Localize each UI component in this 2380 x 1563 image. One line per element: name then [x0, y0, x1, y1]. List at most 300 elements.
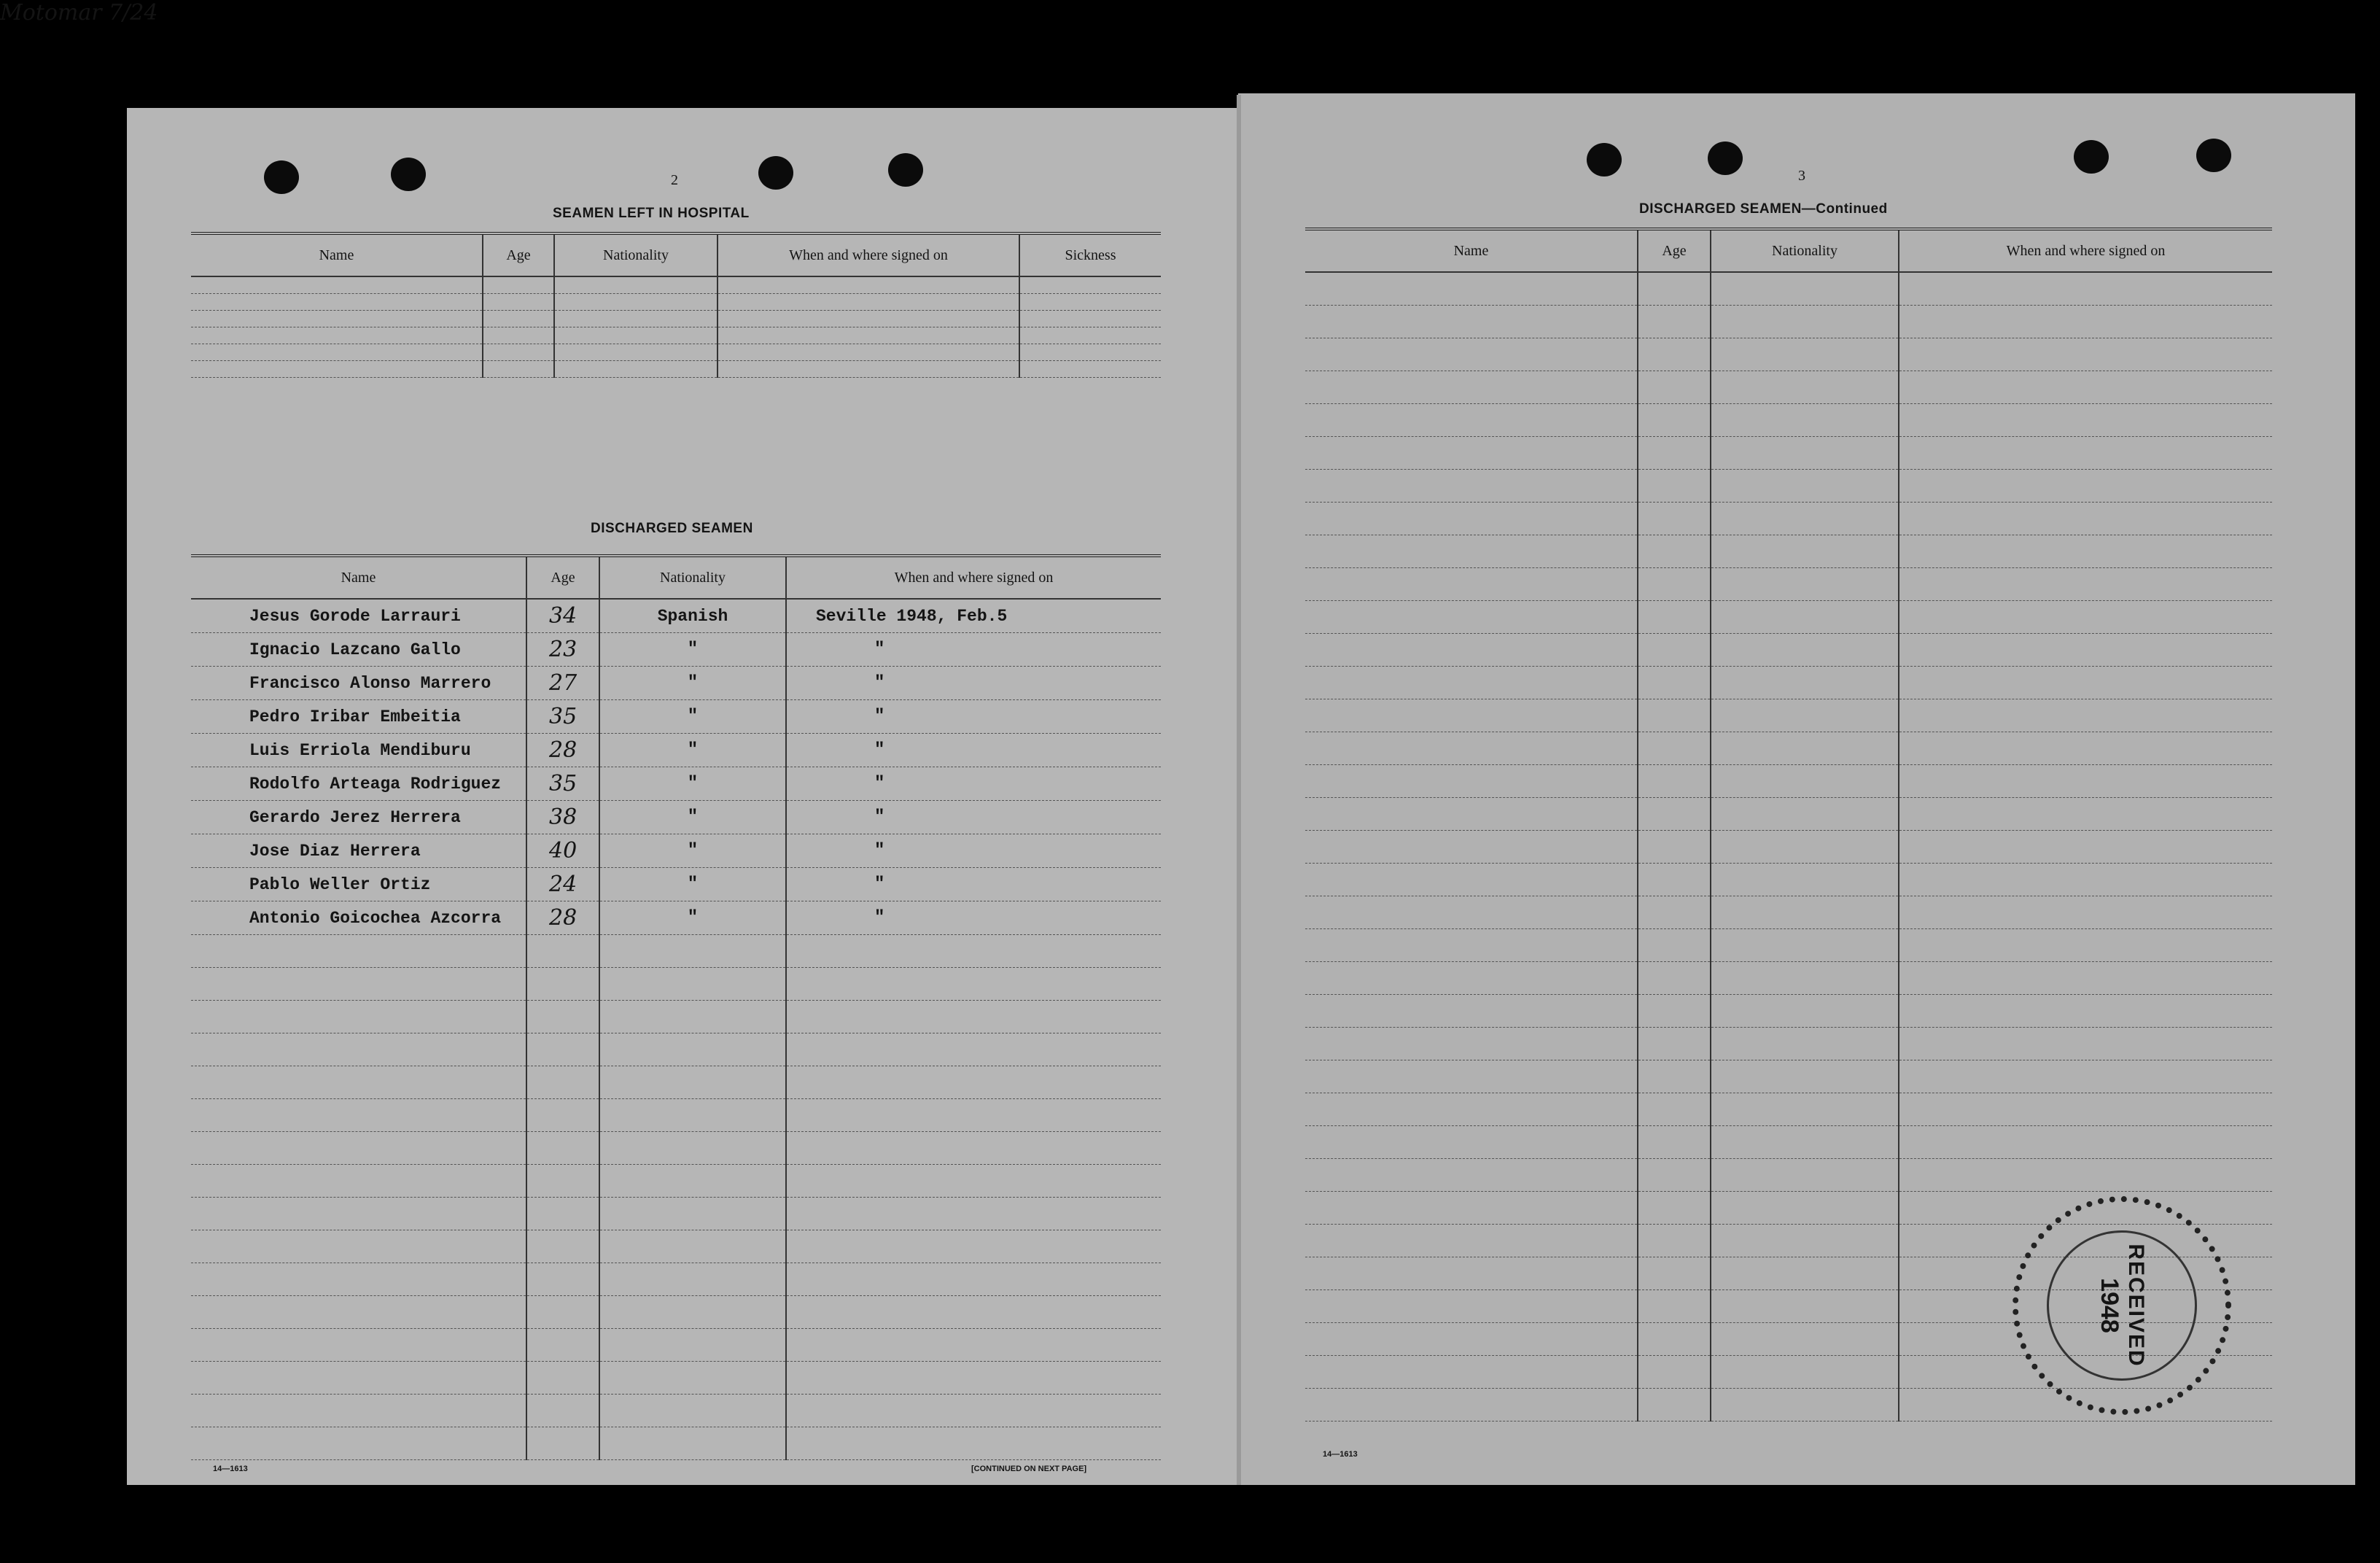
table-row	[1305, 568, 2272, 601]
table-cell	[599, 1230, 786, 1263]
table-cell	[786, 1362, 1161, 1395]
table-cell	[1711, 1323, 1899, 1356]
table-cell	[483, 344, 554, 361]
table-cell	[1638, 1225, 1711, 1257]
table-cell	[1305, 732, 1638, 765]
table-cell	[1711, 929, 1899, 962]
table-row	[191, 1427, 1161, 1460]
section-title-discharged-continued: DISCHARGED SEAMEN—Continued	[1639, 201, 1888, 217]
table-cell	[718, 276, 1019, 294]
table-cell	[191, 276, 483, 294]
table-cell	[1711, 732, 1899, 765]
table-cell	[526, 700, 599, 734]
cell-age: 34	[549, 603, 578, 629]
cell-nationality: "	[687, 673, 699, 693]
cell-name: Luis Erriola Mendiburu	[249, 740, 471, 760]
table-cell	[1019, 361, 1161, 378]
table-row	[1305, 272, 2272, 306]
column-header: Sickness	[1019, 233, 1161, 276]
table-cell	[1638, 1192, 1711, 1225]
table-cell	[1638, 1060, 1711, 1093]
column-header: Nationality	[599, 556, 786, 599]
column-header: When and where signed on	[786, 556, 1161, 599]
table-cell	[718, 327, 1019, 344]
table-cell	[1711, 1192, 1899, 1225]
table-cell	[1711, 568, 1899, 601]
table-cell	[1638, 568, 1711, 601]
table-cell	[786, 1329, 1161, 1362]
stamp-text: RECEIVED	[2124, 1244, 2149, 1368]
table-cell	[1305, 765, 1638, 798]
table-cell	[526, 599, 599, 633]
table-cell	[554, 294, 718, 311]
table-cell	[1305, 831, 1638, 864]
table-row	[191, 599, 1161, 633]
table-cell	[1899, 338, 2272, 371]
table-cell	[1711, 765, 1899, 798]
table-cell	[1019, 311, 1161, 327]
table-cell	[191, 1296, 526, 1329]
table-cell	[1638, 962, 1711, 995]
table-row	[1305, 404, 2272, 437]
table-cell	[526, 1001, 599, 1033]
cell-name: Ignacio Lazcano Gallo	[249, 640, 461, 659]
table-cell	[1899, 503, 2272, 535]
table-cell	[786, 1033, 1161, 1066]
table-row	[191, 1033, 1161, 1066]
table-cell	[191, 1099, 526, 1132]
handwritten-note: Motomar 7/24	[0, 0, 158, 26]
table-cell	[1305, 470, 1638, 503]
punch-hole	[391, 158, 426, 191]
table-cell	[191, 868, 526, 901]
table-cell	[1899, 667, 2272, 699]
table-row	[1305, 699, 2272, 732]
table-cell	[786, 734, 1161, 767]
column-header: Name	[191, 233, 483, 276]
table-cell	[599, 1362, 786, 1395]
column-header: Age	[526, 556, 599, 599]
table-row	[191, 801, 1161, 834]
cell-nationality: "	[687, 841, 699, 861]
table-cell	[526, 1099, 599, 1132]
table-cell	[1638, 371, 1711, 404]
table-cell	[1638, 470, 1711, 503]
table-row	[191, 1099, 1161, 1132]
table-cell	[191, 327, 483, 344]
table-cell	[1305, 634, 1638, 667]
table-cell	[526, 734, 599, 767]
table-cell	[1305, 1323, 1638, 1356]
table-cell	[1711, 1126, 1899, 1159]
table-cell	[526, 1198, 599, 1230]
punch-hole	[2196, 139, 2231, 172]
table-cell	[1638, 1356, 1711, 1389]
table-cell	[786, 1165, 1161, 1198]
table-cell	[1638, 338, 1711, 371]
table-row	[1305, 634, 2272, 667]
table-cell	[483, 327, 554, 344]
table-cell	[1899, 732, 2272, 765]
table-cell	[1899, 765, 2272, 798]
table-cell	[191, 1395, 526, 1427]
table-cell	[786, 1395, 1161, 1427]
table-cell	[191, 1066, 526, 1099]
cell-signed-on: "	[874, 874, 885, 894]
table-cell	[1711, 1356, 1899, 1389]
table-cell	[786, 599, 1161, 633]
table-row	[1305, 864, 2272, 896]
table-cell	[191, 667, 526, 700]
table-row	[191, 633, 1161, 667]
table-row	[191, 667, 1161, 700]
table-cell	[786, 1427, 1161, 1460]
table-row	[191, 294, 1161, 311]
table-cell	[554, 361, 718, 378]
table-cell	[526, 1066, 599, 1099]
cell-name: Rodolfo Arteaga Rodriguez	[249, 774, 502, 794]
cell-age: 40	[549, 838, 578, 864]
table-cell	[1638, 765, 1711, 798]
table-cell	[1899, 272, 2272, 306]
table-cell	[191, 1132, 526, 1165]
table-cell	[786, 667, 1161, 700]
table-row	[1305, 601, 2272, 634]
table-cell	[1711, 1389, 1899, 1422]
table-cell	[191, 801, 526, 834]
table-cell	[1305, 503, 1638, 535]
table-cell	[599, 1165, 786, 1198]
table-cell	[1711, 470, 1899, 503]
table-row	[191, 344, 1161, 361]
table-cell	[1638, 1126, 1711, 1159]
table-row	[191, 1362, 1161, 1395]
table-cell	[526, 1427, 599, 1460]
cell-nationality: "	[687, 707, 699, 726]
table-cell	[1711, 535, 1899, 568]
table-row	[1305, 929, 2272, 962]
table-cell	[1305, 535, 1638, 568]
table-cell	[599, 1001, 786, 1033]
column-header: When and where signed on	[1899, 229, 2272, 272]
table-cell	[599, 767, 786, 801]
table-cell	[599, 599, 786, 633]
table-cell	[1638, 437, 1711, 470]
table-cell	[191, 734, 526, 767]
table-cell	[191, 834, 526, 868]
table-cell	[1711, 995, 1899, 1028]
table-cell	[599, 868, 786, 901]
table-cell	[1638, 699, 1711, 732]
table-cell	[526, 1132, 599, 1165]
table-cell	[1305, 995, 1638, 1028]
table-cell	[1305, 798, 1638, 831]
table-cell	[1899, 306, 2272, 338]
table-cell	[526, 1329, 599, 1362]
cell-age: 27	[549, 670, 578, 696]
table-cell	[526, 935, 599, 968]
table-cell	[1305, 962, 1638, 995]
table-cell	[191, 633, 526, 667]
table-cell	[1638, 1389, 1711, 1422]
table-cell	[1305, 699, 1638, 732]
table-cell	[1899, 601, 2272, 634]
table-cell	[483, 361, 554, 378]
table-cell	[554, 327, 718, 344]
table-cell	[191, 311, 483, 327]
table-cell	[1305, 371, 1638, 404]
table-row	[1305, 1060, 2272, 1093]
table-cell	[599, 734, 786, 767]
table-cell	[1899, 798, 2272, 831]
table-cell	[1019, 276, 1161, 294]
table-row	[191, 1066, 1161, 1099]
table-cell	[191, 1427, 526, 1460]
punch-hole	[1708, 141, 1743, 175]
table-cell	[786, 801, 1161, 834]
table-cell	[786, 1263, 1161, 1296]
column-header: Name	[1305, 229, 1638, 272]
column-header: Age	[483, 233, 554, 276]
table-cell	[1899, 1060, 2272, 1093]
table-cell	[483, 311, 554, 327]
cell-signed-on: "	[874, 908, 885, 928]
table-cell	[1019, 327, 1161, 344]
table-cell	[786, 1132, 1161, 1165]
table-cell	[599, 700, 786, 734]
table-row	[191, 901, 1161, 935]
table-row	[1305, 437, 2272, 470]
table-cell	[483, 276, 554, 294]
table-row	[1305, 765, 2272, 798]
cell-signed-on: "	[874, 673, 885, 693]
cell-signed-on: "	[874, 807, 885, 827]
table-cell	[1711, 1159, 1899, 1192]
table-cell	[1305, 667, 1638, 699]
table-cell	[554, 344, 718, 361]
table-cell	[526, 901, 599, 935]
table-cell	[1305, 929, 1638, 962]
table-row	[191, 361, 1161, 378]
table-row	[191, 276, 1161, 294]
cell-nationality: Spanish	[657, 606, 728, 626]
table-cell	[1305, 437, 1638, 470]
cell-name: Pedro Iribar Embeitia	[249, 707, 461, 726]
table-cell	[1305, 1192, 1638, 1225]
table-cell	[786, 1198, 1161, 1230]
table-cell	[526, 767, 599, 801]
table-row	[1305, 1093, 2272, 1126]
table-cell	[526, 801, 599, 834]
table-row	[1305, 1126, 2272, 1159]
table-cell	[1305, 272, 1638, 306]
table-cell	[1638, 929, 1711, 962]
table-cell	[1899, 535, 2272, 568]
table-cell	[1711, 864, 1899, 896]
table-cell	[786, 901, 1161, 935]
hospital-table	[191, 232, 1161, 378]
form-number: 14—1613	[1323, 1450, 1358, 1459]
table-cell	[191, 901, 526, 935]
table-cell	[786, 935, 1161, 968]
table-cell	[1711, 634, 1899, 667]
table-cell	[554, 311, 718, 327]
table-cell	[1711, 1257, 1899, 1290]
table-cell	[1305, 601, 1638, 634]
table-cell	[526, 667, 599, 700]
table-cell	[191, 361, 483, 378]
table-cell	[599, 1263, 786, 1296]
table-cell	[1711, 1028, 1899, 1060]
table-cell	[786, 1099, 1161, 1132]
table-cell	[786, 834, 1161, 868]
table-row	[191, 1165, 1161, 1198]
punch-hole	[758, 156, 793, 190]
table-cell	[1899, 896, 2272, 929]
table-cell	[786, 1001, 1161, 1033]
table-cell	[1305, 1060, 1638, 1093]
table-cell	[1711, 699, 1899, 732]
table-cell	[718, 311, 1019, 327]
table-cell	[1019, 294, 1161, 311]
table-row	[191, 1230, 1161, 1263]
table-cell	[1305, 306, 1638, 338]
table-row	[191, 1263, 1161, 1296]
table-row	[191, 311, 1161, 327]
table-cell	[526, 834, 599, 868]
punch-hole	[2074, 140, 2109, 174]
table-cell	[786, 700, 1161, 734]
table-cell	[1638, 306, 1711, 338]
cell-nationality: "	[687, 908, 699, 928]
table-cell	[526, 1362, 599, 1395]
table-cell	[1711, 1290, 1899, 1323]
table-cell	[599, 1132, 786, 1165]
table-cell	[1305, 1093, 1638, 1126]
table-cell	[1899, 1126, 2272, 1159]
cell-signed-on: "	[874, 640, 885, 659]
table-cell	[483, 294, 554, 311]
table-row	[191, 700, 1161, 734]
table-cell	[526, 1230, 599, 1263]
table-cell	[191, 1001, 526, 1033]
table-row	[1305, 1159, 2272, 1192]
table-cell	[599, 1395, 786, 1427]
table-cell	[599, 1329, 786, 1362]
table-row	[191, 1132, 1161, 1165]
table-cell	[1899, 404, 2272, 437]
table-cell	[1899, 962, 2272, 995]
table-cell	[191, 344, 483, 361]
table-cell	[599, 801, 786, 834]
table-cell	[1638, 1028, 1711, 1060]
table-cell	[599, 1033, 786, 1066]
cell-nationality: "	[687, 807, 699, 827]
table-cell	[191, 1198, 526, 1230]
table-cell	[1711, 306, 1899, 338]
cell-name: Antonio Goicochea Azcorra	[249, 908, 502, 928]
table-row	[1305, 1028, 2272, 1060]
table-cell	[786, 968, 1161, 1001]
table-cell	[191, 1362, 526, 1395]
table-cell	[1638, 667, 1711, 699]
table-row	[191, 1395, 1161, 1427]
table-cell	[1899, 371, 2272, 404]
table-row	[1305, 798, 2272, 831]
table-row	[1305, 338, 2272, 371]
cell-age: 35	[549, 704, 578, 729]
table-cell	[1305, 338, 1638, 371]
table-cell	[1899, 470, 2272, 503]
table-cell	[1711, 272, 1899, 306]
cell-age: 28	[549, 905, 578, 931]
cell-nationality: "	[687, 774, 699, 794]
table-row	[191, 767, 1161, 801]
table-cell	[191, 700, 526, 734]
table-cell	[1305, 896, 1638, 929]
table-cell	[1638, 864, 1711, 896]
table-cell	[191, 767, 526, 801]
table-cell	[1711, 667, 1899, 699]
table-cell	[1899, 995, 2272, 1028]
table-cell	[1638, 798, 1711, 831]
table-cell	[1638, 995, 1711, 1028]
table-row	[1305, 995, 2272, 1028]
table-cell	[1711, 1060, 1899, 1093]
table-cell	[1711, 601, 1899, 634]
table-cell	[1711, 404, 1899, 437]
table-row	[1305, 667, 2272, 699]
table-cell	[191, 1033, 526, 1066]
table-cell	[599, 968, 786, 1001]
table-cell	[191, 935, 526, 968]
cell-age: 24	[549, 872, 578, 897]
section-title-discharged: DISCHARGED SEAMEN	[591, 521, 753, 536]
table-cell	[526, 868, 599, 901]
table-cell	[1305, 1257, 1638, 1290]
table-cell	[526, 1165, 599, 1198]
table-cell	[1638, 1290, 1711, 1323]
table-row	[1305, 831, 2272, 864]
table-cell	[1711, 1225, 1899, 1257]
table-cell	[599, 1296, 786, 1329]
cell-signed-on: "	[874, 740, 885, 760]
table-cell	[191, 1230, 526, 1263]
table-cell	[1305, 864, 1638, 896]
table-cell	[1711, 437, 1899, 470]
table-cell	[1711, 962, 1899, 995]
cell-signed-on: "	[874, 774, 885, 794]
cell-age: 35	[549, 771, 578, 796]
table-cell	[1638, 503, 1711, 535]
table-cell	[1305, 1028, 1638, 1060]
table-cell	[191, 1329, 526, 1362]
table-cell	[599, 1099, 786, 1132]
table-cell	[1711, 1093, 1899, 1126]
table-cell	[1638, 831, 1711, 864]
table-cell	[1305, 1389, 1638, 1422]
table-cell	[526, 1296, 599, 1329]
table-cell	[786, 633, 1161, 667]
table-cell	[1305, 1290, 1638, 1323]
table-cell	[599, 1427, 786, 1460]
punch-hole	[1587, 143, 1622, 177]
cell-name: Gerardo Jerez Herrera	[249, 807, 461, 827]
column-header: Name	[191, 556, 526, 599]
table-cell	[554, 276, 718, 294]
table-cell	[1899, 929, 2272, 962]
punch-hole	[264, 160, 299, 194]
